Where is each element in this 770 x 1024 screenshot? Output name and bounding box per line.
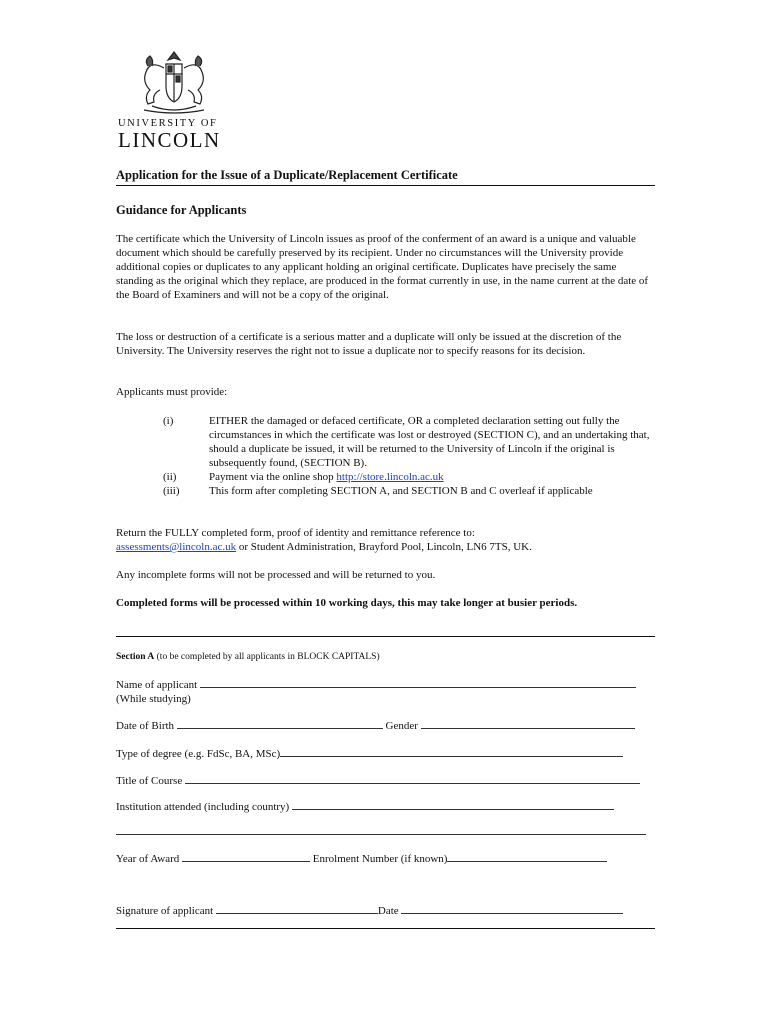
incomplete-notice: Any incomplete forms will not be processed and will be returned to you. xyxy=(116,569,436,581)
date-input[interactable] xyxy=(401,902,623,914)
return-instructions: Return the FULLY completed form, proof of identity and remittance reference to: assessments@lincoln.ac.uk or Student Administration, Brayford Pool, Lincoln, LN6 7TS, UK. xyxy=(116,527,532,553)
guidance-paragraph-3: Applicants must provide: xyxy=(116,386,228,398)
signature-date-field: Signature of applicant Date xyxy=(116,902,656,918)
list-item: (i) EITHER the damaged or defaced certificate, OR a completed declaration setting out fully the circumstances in which the certificate was lost or destroyed (SECTION C), and an undertaking that, should a duplicate be issued, it will be returned to the University of Lincoln if the original is subsequently found, (SECTION B). xyxy=(163,415,650,469)
year-enrolment-field: Year of Award Enrolment Number (if known) xyxy=(116,850,656,866)
enrolment-input[interactable] xyxy=(447,850,607,862)
gender-input[interactable] xyxy=(421,717,635,729)
university-logo xyxy=(118,48,228,151)
institution-field-line-2 xyxy=(116,823,656,839)
dob-input[interactable] xyxy=(177,717,383,729)
degree-field: Type of degree (e.g. FdSc, BA, MSc) xyxy=(116,745,656,761)
page-title: Application for the Issue of a Duplicate/Replacement Certificate xyxy=(116,168,655,186)
signature-input[interactable] xyxy=(216,902,378,914)
logo-line-1: UNIVERSITY OF xyxy=(118,118,218,129)
logo-line-2: LINCOLN xyxy=(118,128,221,152)
dob-gender-field: Date of Birth Gender xyxy=(116,717,656,733)
list-item: (iii) This form after completing SECTION A, and SECTION B and C overleaf if applicable xyxy=(163,485,593,497)
divider xyxy=(116,928,655,929)
institution-field: Institution attended (including country) xyxy=(116,798,656,814)
processing-notice: Completed forms will be processed within 10 working days, this may take longer at busier periods. xyxy=(116,597,578,609)
institution-input[interactable] xyxy=(292,798,614,810)
guidance-paragraph-2: The loss or destruction of a certificate is a serious matter and a duplicate will only be issued at the discretion of the University. The University reserves the right not to issue a duplicate nor to specify reasons for its decision. xyxy=(116,331,622,357)
requirements-list xyxy=(116,414,656,498)
store-link[interactable]: http://store.lincoln.ac.uk xyxy=(336,471,444,483)
institution-input-line-2[interactable] xyxy=(116,823,646,835)
name-input[interactable] xyxy=(200,676,636,688)
name-field: Name of applicant (While studying) xyxy=(116,676,656,706)
list-item: (ii) Payment via the online shop http://store.lincoln.ac.uk xyxy=(163,471,444,483)
email-link[interactable]: assessments@lincoln.ac.uk xyxy=(116,541,237,553)
degree-input[interactable] xyxy=(280,745,623,757)
course-input[interactable] xyxy=(185,772,640,784)
year-input[interactable] xyxy=(182,850,310,862)
coat-of-arms-icon xyxy=(134,48,214,114)
course-field: Title of Course xyxy=(116,772,656,788)
section-a-heading: Section A (to be completed by all applicants in BLOCK CAPITALS) xyxy=(116,652,380,662)
guidance-heading: Guidance for Applicants xyxy=(116,203,247,217)
guidance-paragraph-1: The certificate which the University of Lincoln issues as proof of the conferment of an award is a unique and valuable document which should be carefully preserved by its recipient. Under no circumstances will the University provide additional copies or duplicates to any applicant holding an original certificate. Duplicates have precisely the same standing as the original which they replace, are produced in the format currently in use, in the name current at the date of the Board of Examiners and will not be a copy of the original. xyxy=(116,233,649,301)
divider xyxy=(116,636,655,637)
